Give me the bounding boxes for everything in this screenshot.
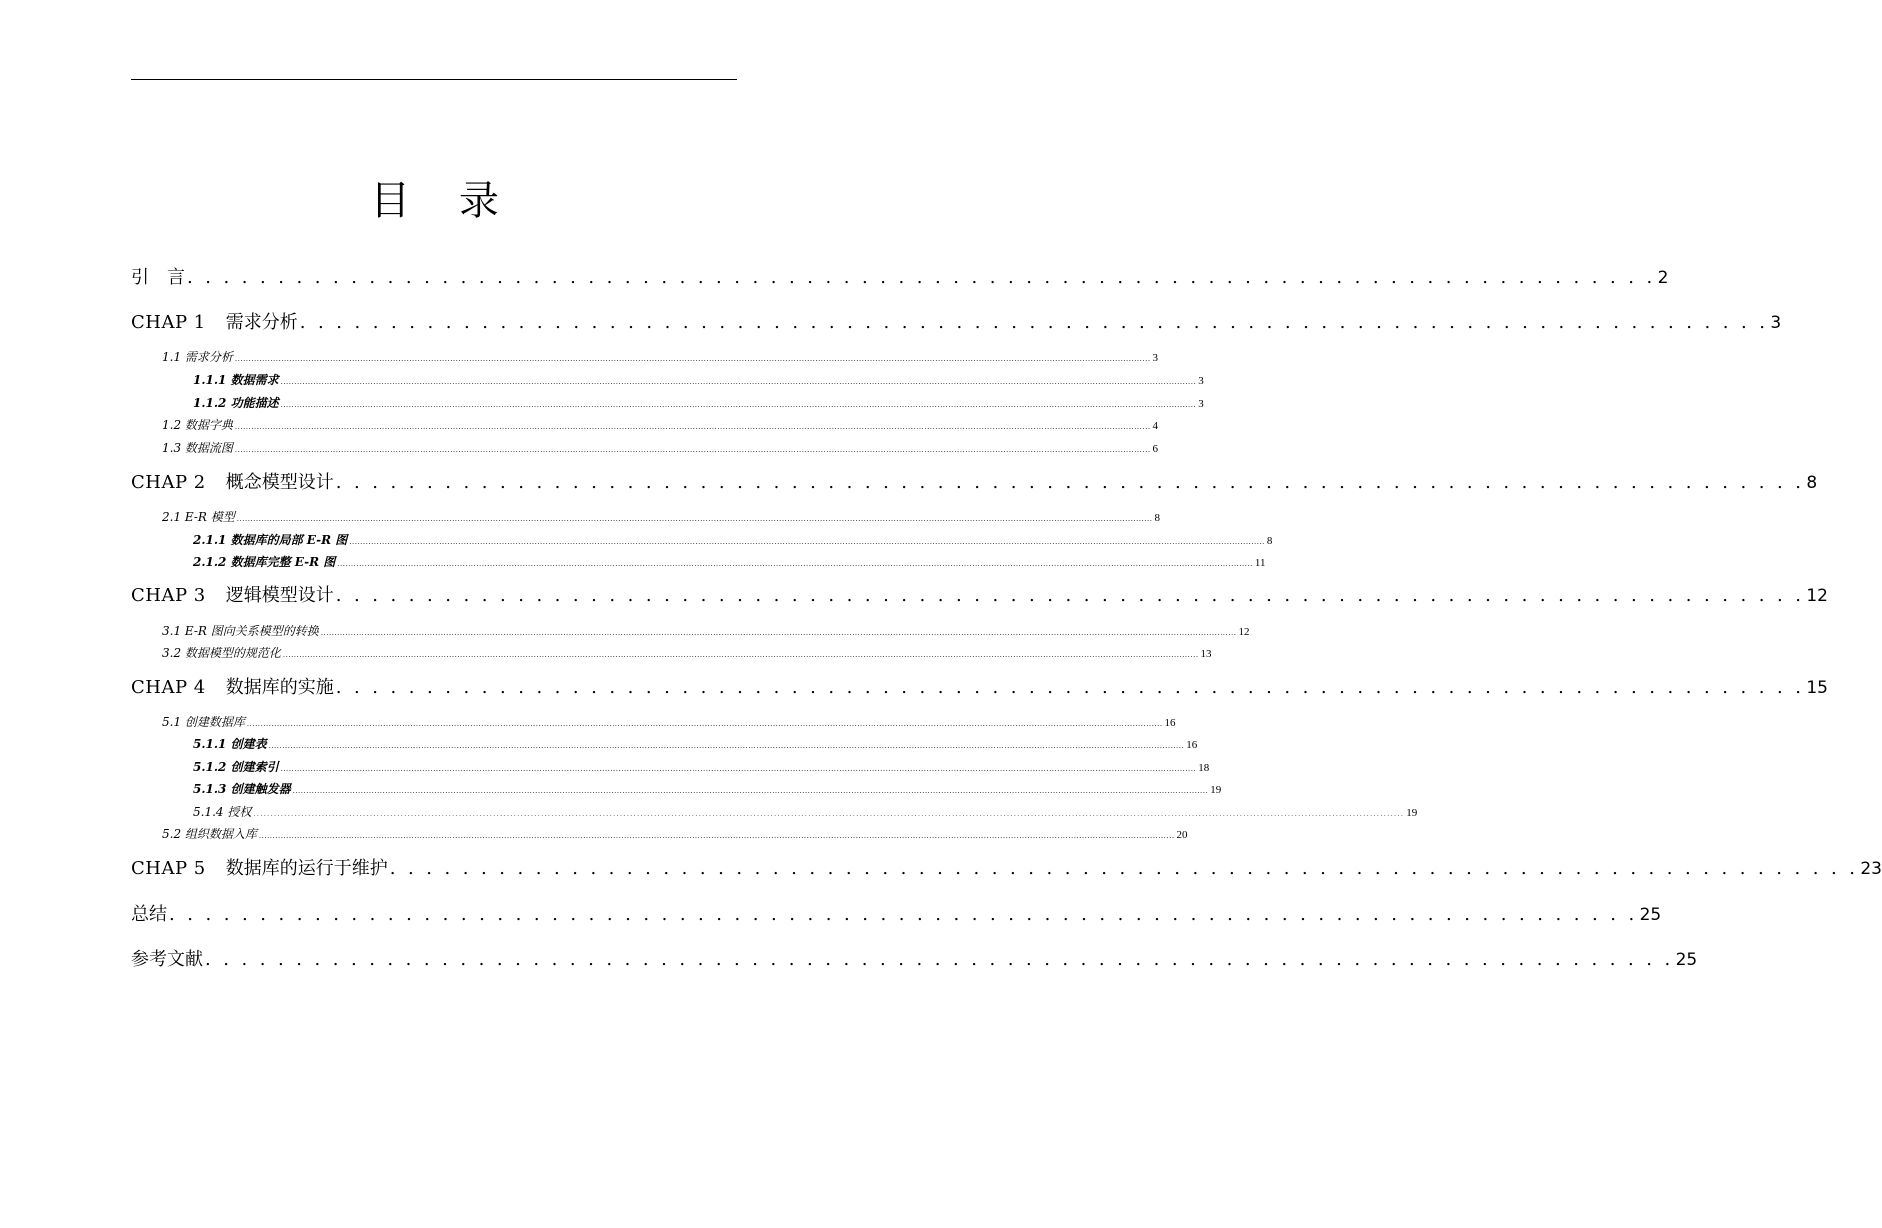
- toc-entry-label: 2.1 E-R 模型: [162, 510, 235, 524]
- dot-leader: . . . . . . . . . . . . . . . . . . . . . . . . . . . . . . . . . . . . . . . . . . . . . . . . . . . . . . . . . . . . . . . . . . . . . . . . . . . . . . . . .: [187, 267, 1656, 288]
- toc-page-number: 16: [1164, 717, 1176, 729]
- toc-entry-5-1-1[interactable]: [193, 735, 1198, 753]
- toc-entry-5-1[interactable]: [162, 713, 1176, 731]
- toc-page-number: 25: [1639, 905, 1662, 925]
- toc-page-number: 23: [1860, 859, 1882, 879]
- toc-page-number: 8: [1806, 473, 1818, 493]
- toc-page-number: 2: [1657, 268, 1669, 288]
- toc-page-number: 15: [1806, 678, 1828, 698]
- toc-page-number: 18: [1198, 762, 1210, 774]
- dot-leader: . . . . . . . . . . . . . . . . . . . . . . . . . . . . . . . . . . . . . . . . . . . . . . . . . . . . . . . . . . . . . . . . . . . . . . . . . . . . . . . . .: [205, 949, 1674, 970]
- dot-leader: ................................................................................................................................................................................................................................................................................................................................................: [246, 720, 1163, 728]
- chapter-title: 逻辑模型设计: [225, 585, 334, 606]
- toc-page-number: 8: [1266, 535, 1273, 547]
- toc-entry-label: 2.1.1 数据库的局部 E-R 图: [193, 533, 348, 547]
- dot-leader: . . . . . . . . . . . . . . . . . . . . . . . . . . . . . . . . . . . . . . . . . . . . . . . . . . . . . . . . . . . . . . . . . . . . . . . . . . . . . . . . .: [299, 312, 1769, 333]
- toc-entry-chap5[interactable]: [131, 855, 1882, 883]
- toc-page-number: 8: [1154, 512, 1160, 524]
- dot-leader: . . . . . . . . . . . . . . . . . . . . . . . . . . . . . . . . . . . . . . . . . . . . . . . . . . . . . . . . . . . . . . . . . . . . . . . . . . . . . . . . .: [335, 472, 1805, 493]
- chapter-title: 概念模型设计: [225, 472, 334, 493]
- toc-entry-label: 3.1 E-R 图向关系模型的转换: [162, 624, 319, 638]
- toc-entry-label: 5.1.1 创建表: [193, 737, 267, 751]
- toc-entry-chap2[interactable]: [131, 469, 1818, 497]
- toc-entry-label: 5.1.2 创建索引: [193, 760, 279, 774]
- toc-entry-1-1-2[interactable]: [193, 394, 1204, 412]
- toc-entry-label: 1.1.2 功能描述: [193, 396, 279, 410]
- toc-entry-label: 参考文献: [131, 949, 203, 970]
- dot-leader: . . . . . . . . . . . . . . . . . . . . . . . . . . . . . . . . . . . . . . . . . . . . . . . . . . . . . . . . . . . . . . . . . . . . . . . . . . . . . . . . .: [169, 904, 1638, 925]
- toc-entry-intro[interactable]: [131, 264, 1669, 292]
- toc-title: 目 录: [370, 178, 517, 224]
- toc-entry-3-1[interactable]: [162, 622, 1250, 640]
- toc-entry-chap4[interactable]: [131, 674, 1828, 702]
- dot-leader: ................................................................................................................................................................................................................................................................................................................................................: [234, 355, 1151, 363]
- dot-leader: ................................................................................................................................................................................................................................................................................................................................................: [292, 787, 1209, 795]
- toc-entry-2-1-2[interactable]: [193, 553, 1266, 571]
- toc-entry-label: 5.1.3 创建触发器: [193, 782, 291, 796]
- toc-page-number: 6: [1152, 443, 1159, 455]
- dot-leader: ................................................................................................................................................................................................................................................................................................................................................: [282, 651, 1199, 659]
- chapter-number: CHAP 4: [131, 677, 206, 698]
- toc-entry-chap1[interactable]: [131, 309, 1782, 337]
- toc-entry-label: 1.3 数据流图: [162, 441, 233, 455]
- toc-entry-label: 总结: [131, 904, 167, 925]
- toc-entry-label: 5.2 组织数据入库: [162, 827, 257, 841]
- toc-entry-1-1-1[interactable]: [193, 371, 1204, 389]
- toc-page-number: 12: [1238, 626, 1250, 638]
- toc-entry-label: 5.1 创建数据库: [162, 715, 245, 729]
- toc-entry-label: [131, 582, 334, 610]
- toc-entry-5-2[interactable]: [162, 825, 1188, 843]
- dot-leader: . . . . . . . . . . . . . . . . . . . . . . . . . . . . . . . . . . . . . . . . . . . . . . . . . . . . . . . . . . . . . . . . . . . . . . . . . . . . . . . . .: [335, 677, 1805, 698]
- toc-page-number: 19: [1210, 784, 1222, 796]
- dot-leader: ................................................................................................................................................................................................................................................................................................................................................: [258, 832, 1175, 840]
- dot-leader: ................................................................................................................................................................................................................................................................................................................................................: [349, 538, 1265, 546]
- toc-entry-label: 引 言: [131, 267, 185, 288]
- dot-leader: ................................................................................................................................................................................................................................................................................................................................................: [280, 765, 1197, 773]
- toc-page-number: 3: [1152, 352, 1159, 364]
- toc-entry-label: [131, 469, 334, 497]
- toc-entry-chap3[interactable]: [131, 582, 1828, 610]
- dot-leader: ................................................................................................................................................................................................................................................................................................................................................: [253, 810, 1405, 818]
- chapter-number: CHAP 2: [131, 472, 206, 493]
- dot-leader: . . . . . . . . . . . . . . . . . . . . . . . . . . . . . . . . . . . . . . . . . . . . . . . . . . . . . . . . . . . . . . . . . . . . . . . . . . . . . . . . .: [335, 585, 1805, 606]
- dot-leader: ................................................................................................................................................................................................................................................................................................................................................: [236, 515, 1153, 523]
- toc-entry-label: 2.1.2 数据库完整 E-R 图: [193, 555, 336, 569]
- toc-page-number: 25: [1675, 950, 1698, 970]
- header-rule: [131, 79, 737, 80]
- toc-entry-2-1[interactable]: [162, 508, 1160, 526]
- chapter-title: 数据库的实施: [225, 677, 334, 698]
- toc-entry-references[interactable]: [131, 946, 1698, 974]
- chapter-number: CHAP 3: [131, 585, 206, 606]
- toc-entry-5-1-2[interactable]: [193, 758, 1210, 776]
- toc-entry-1-1[interactable]: [162, 348, 1159, 366]
- toc-entry-5-1-3[interactable]: [193, 780, 1222, 798]
- toc-entry-2-1-1[interactable]: [193, 531, 1273, 549]
- toc-entry-1-2[interactable]: [162, 416, 1159, 434]
- dot-leader: ................................................................................................................................................................................................................................................................................................................................................: [280, 378, 1197, 386]
- toc-page-number: 13: [1200, 648, 1212, 660]
- toc-page-number: 3: [1198, 375, 1204, 387]
- toc-entry-label: 1.2 数据字典: [162, 418, 233, 432]
- toc-page-number: 19: [1406, 807, 1418, 819]
- toc-entry-label: [131, 309, 298, 337]
- dot-leader: ................................................................................................................................................................................................................................................................................................................................................: [320, 629, 1237, 637]
- toc-entry-5-1-4[interactable]: [193, 803, 1418, 821]
- chapter-title: 需求分析: [225, 312, 298, 333]
- toc-page-number: 3: [1198, 398, 1204, 410]
- dot-leader: ................................................................................................................................................................................................................................................................................................................................................: [280, 401, 1197, 409]
- toc-page-number: 16: [1186, 739, 1198, 751]
- toc-entry-3-2[interactable]: [162, 644, 1212, 662]
- toc-entry-label: [131, 674, 334, 702]
- toc-entry-label: 1.1 需求分析: [162, 350, 233, 364]
- chapter-number: CHAP 1: [131, 312, 206, 333]
- toc-entry-1-3[interactable]: [162, 439, 1159, 457]
- toc-page-number: 4: [1152, 420, 1159, 432]
- chapter-title: 数据库的运行于维护: [225, 858, 388, 879]
- toc-page-number: 20: [1176, 829, 1188, 841]
- toc-entry-label: 5.1.4 授权: [193, 805, 252, 819]
- toc-entry-summary[interactable]: [131, 901, 1662, 929]
- toc-page-number: 11: [1254, 557, 1266, 569]
- toc-entry-label: 1.1.1 数据需求: [193, 373, 279, 387]
- dot-leader: . . . . . . . . . . . . . . . . . . . . . . . . . . . . . . . . . . . . . . . . . . . . . . . . . . . . . . . . . . . . . . . . . . . . . . . . . . . . . . . . .: [389, 858, 1859, 879]
- dot-leader: ................................................................................................................................................................................................................................................................................................................................................: [234, 423, 1151, 431]
- dot-leader: ................................................................................................................................................................................................................................................................................................................................................: [268, 742, 1185, 750]
- dot-leader: ................................................................................................................................................................................................................................................................................................................................................: [337, 560, 1253, 568]
- toc-entry-label: 3.2 数据模型的规范化: [162, 646, 281, 660]
- toc-entry-label: [131, 855, 388, 883]
- chapter-number: CHAP 5: [131, 858, 206, 879]
- toc-page-number: 3: [1770, 313, 1782, 333]
- dot-leader: ................................................................................................................................................................................................................................................................................................................................................: [234, 446, 1151, 454]
- toc-page-number: 12: [1806, 586, 1828, 606]
